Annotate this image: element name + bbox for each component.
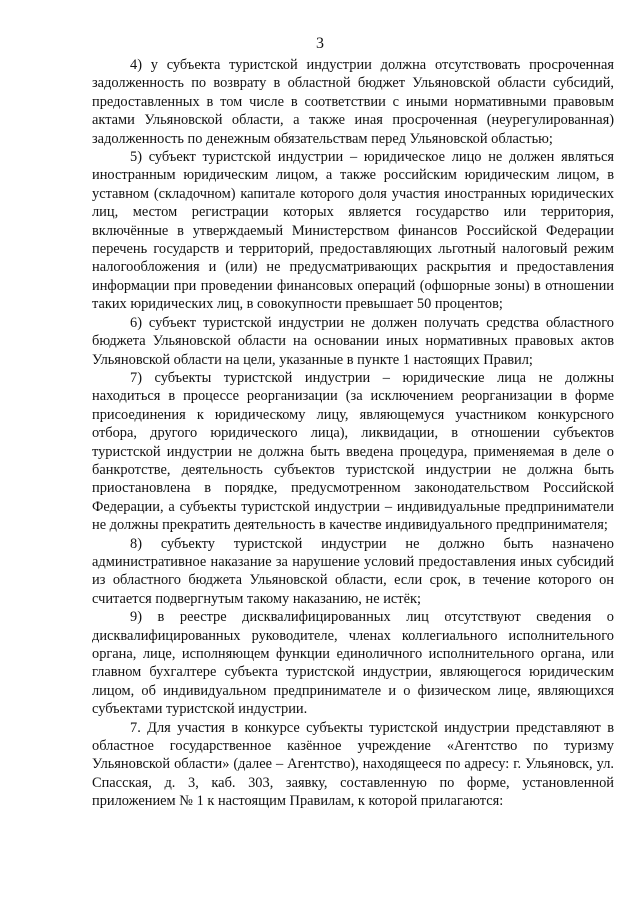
document-body [92, 56, 614, 811]
paragraph-item-5: 5) субъект туристской индустрии – юридическое лицо не должен являться иностранным юридическим лицом, а также российским юридическим лицом, в уставном (складочном) капитале которого доля участия иностранных юридических лиц, местом регистрации которых является государство или территория, включённые в утверждаемый Министерством финансов Российской Федерации перечень государств и территорий, предоставляющих льготный налоговый режим налогообложения и (или) не предусматривающих раскрытия и предоставления информации при проведении финансовых операций (офшорные зоны) в отношении таких юридических лиц, в совокупности превышает 50 процентов; [92, 149, 614, 313]
page-number: 3 [316, 35, 324, 52]
paragraph-item-9: 9) в реестре дисквалифицированных лиц отсутствуют сведения о дисквалифицированных руководителе, членах коллегиального исполнительного органа, лице, исполняющем функции единоличного исполнительного органа, или главном бухгалтере субъекта туристской индустрии, являющегося юридическим лицом, об индивидуальном предпринимателе и о физическом лице, являющихся субъектами туристской индустрии. [92, 609, 614, 718]
paragraph-item-7: 7) субъекты туристской индустрии – юридические лица не должны находиться в процессе реорганизации (за исключением реорганизации в форме присоединения к юридическому лицу, являющемуся участником конкурсного отбора, другого юридического лица), ликвидации, в отношении субъектов туристской индустрии не должна быть введена процедура, применяемая в деле о банкротстве, деятельность субъектов туристской индустрии не должна быть приостановлена в порядке, предусмотренном законодательством Российской Федерации, а субъекты туристской индустрии – индивидуальные предприниматели не должны прекратить деятельность в качестве индивидуального предпринимателя; [92, 369, 614, 534]
paragraph-item-4: 4) у субъекта туристской индустрии должна отсутствовать просроченная задолженность по возврату в областной бюджет Ульяновской области субсидий, предоставленных в том числе в соответствии с иными нормативными правовым актами Ульяновской области, а также иная просроченная (неурегулированная) задолженность по денежным обязательствам перед Ульяновской областью; [92, 57, 614, 147]
paragraph-item-8: 8) субъекту туристской индустрии не должно быть назначено административное наказание за нарушение условий предоставления иных субсидий из областного бюджета Ульяновской области, если срок, в течение которого он считается подвергнутым такому наказанию, не истёк; [92, 535, 614, 607]
paragraph-clause-7: 7. Для участия в конкурсе субъекты туристской индустрии представляют в областное государственное казённое учреждение «Агентство по туризму Ульяновской области» (далее – Агентство), находящееся по адресу: г. Ульяновск, ул. Спасская, д. 3, каб. 303, заявку, составленную по форме, установленной приложением № 1 к настоящим Правилам, к которой прилагаются: [92, 719, 614, 810]
paragraph-item-6: 6) субъект туристской индустрии не должен получать средства областного бюджета Ульяновской области на основании иных нормативных правовых актов Ульяновской области на цели, указанные в пункте 1 настоящих Правил; [92, 314, 614, 368]
